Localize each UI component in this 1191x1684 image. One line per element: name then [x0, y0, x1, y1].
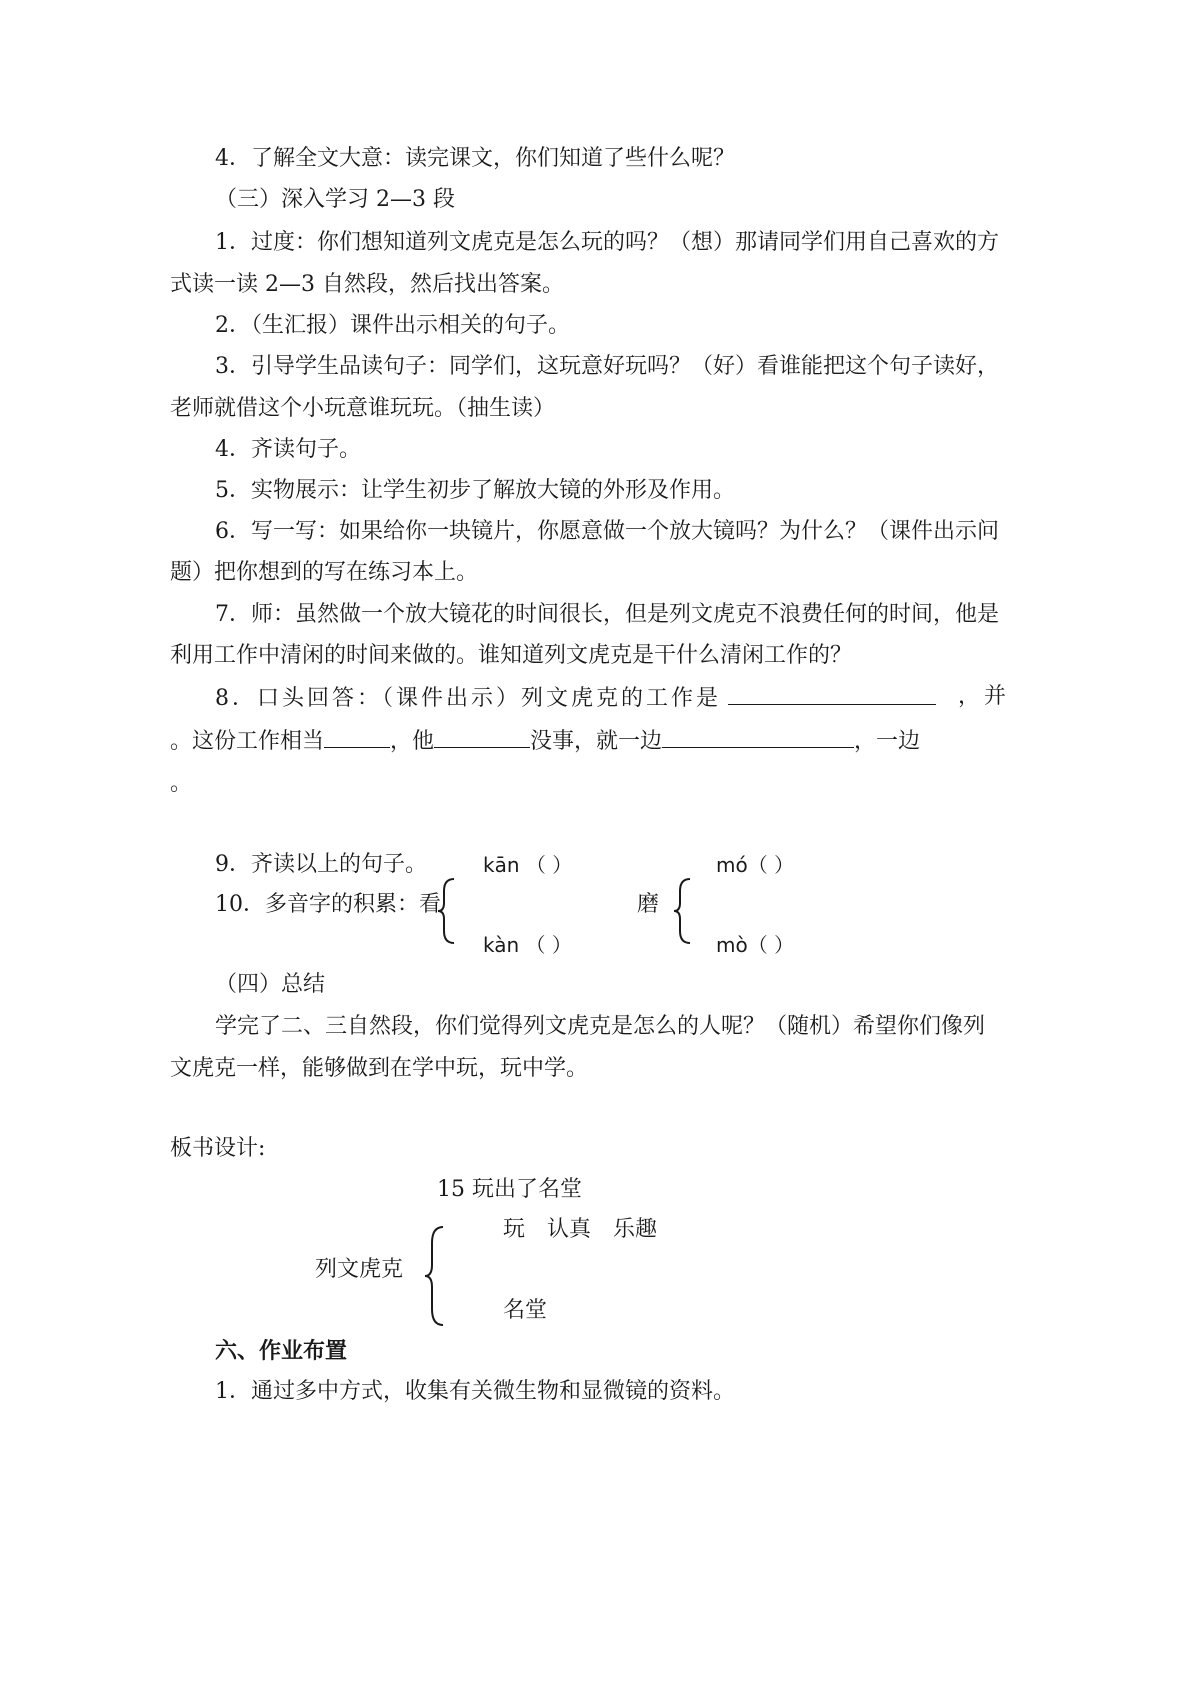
- text-line: 5．实物展示：让学生初步了解放大镜的外形及作用。: [215, 478, 735, 503]
- text-line: 老师就借这个小玩意谁玩玩。（抽生读）: [170, 396, 556, 421]
- text-line: 题）把你想到的写在练习本上。: [170, 560, 479, 585]
- pinyin: kān （ ）: [483, 853, 573, 877]
- text-line: 磨: [637, 892, 660, 917]
- text-line: 式读一读 2—3 自然段，然后找出答案。: [170, 272, 564, 297]
- answer-blank[interactable]: [434, 725, 530, 748]
- board-subject: 列文虎克: [315, 1257, 404, 1282]
- question-text: ，一边: [854, 729, 921, 754]
- question-text: ，他: [390, 729, 435, 754]
- left-brace-icon: [672, 877, 694, 945]
- question-text: 8．口头回答：（课件出示）列文虎克的工作是: [215, 686, 721, 711]
- text-line: 2．（生汇报）课件出示相关的句子。: [215, 313, 570, 338]
- text-line: 9．齐读以上的句子。: [215, 852, 427, 877]
- fill-blank-line: [170, 725, 920, 757]
- fill-blank-line: [215, 682, 936, 714]
- section-heading: （四）总结: [215, 972, 326, 997]
- pinyin: kàn （ ）: [483, 933, 572, 957]
- text-line: 6．写一写：如果给你一块镜片，你愿意做一个放大镜吗？为什么？（课件出示问: [215, 519, 999, 544]
- text-line: 1．过度：你们想知道列文虎克是怎么玩的吗？（想）那请同学们用自己喜欢的方: [215, 230, 999, 255]
- text-line: 。: [170, 771, 193, 796]
- board-label: 板书设计:: [170, 1136, 266, 1161]
- question-text: 。这份工作相当: [170, 729, 325, 754]
- board-top: 玩 认真 乐趣: [503, 1217, 658, 1242]
- left-brace-icon: [436, 877, 458, 945]
- text-line: 3．引导学生品读句子：同学们，这玩意好玩吗？（好）看谁能把这个句子读好，: [215, 354, 999, 379]
- homework-heading: 六、作业布置: [215, 1338, 348, 1364]
- text-line: 7．师：虽然做一个放大镜花的时间很长，但是列文虎克不浪费任何的时间，他是: [215, 602, 999, 627]
- fill-blank-end: ，并: [958, 684, 1011, 709]
- answer-blank[interactable]: [728, 682, 936, 705]
- board-bottom: 名堂: [503, 1298, 548, 1323]
- text-line: 学完了二、三自然段，你们觉得列文虎克是怎么的人呢？（随机）希望你们像列: [215, 1014, 986, 1039]
- answer-blank[interactable]: [324, 725, 390, 748]
- text-line: 4．齐读句子。: [215, 437, 361, 462]
- text-line: 4．了解全文大意：读完课文，你们知道了些什么呢？: [215, 146, 735, 171]
- text-line: 利用工作中清闲的时间来做的。谁知道列文虎克是干什么清闲工作的？: [170, 643, 853, 668]
- section-heading: （三）深入学习 2—3 段: [215, 187, 455, 212]
- homework-item: 1．通过多中方式，收集有关微生物和显微镜的资料。: [215, 1379, 735, 1404]
- pinyin: mò（ ）: [716, 933, 795, 957]
- board-title: 15 玩出了名堂: [437, 1177, 582, 1202]
- left-brace-icon: [423, 1225, 447, 1327]
- text-line: 文虎克一样，能够做到在学中玩，玩中学。: [170, 1056, 589, 1081]
- text-line: 10．多音字的积累：看: [215, 892, 441, 917]
- answer-blank[interactable]: [662, 725, 854, 748]
- question-text: 没事，就一边: [530, 729, 663, 754]
- pinyin: mó（ ）: [716, 853, 795, 877]
